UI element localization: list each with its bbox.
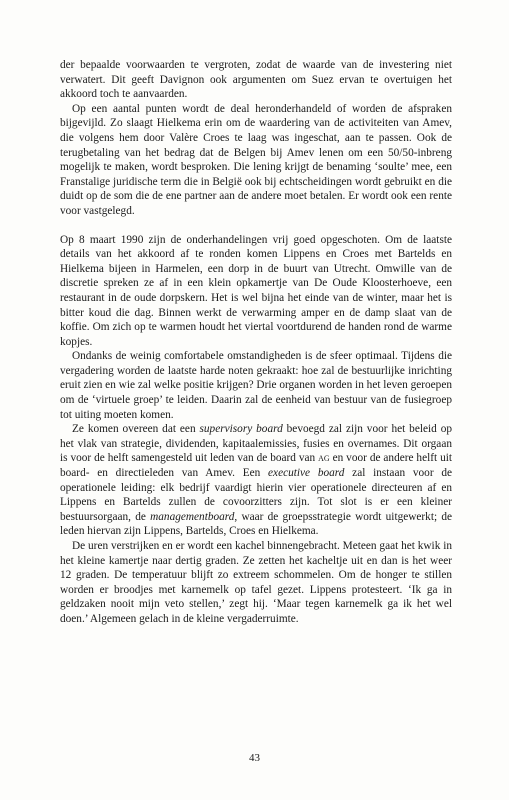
emphasis-term: executive board [268, 467, 345, 480]
paragraph [60, 233, 452, 350]
text-run: Ondanks de weinig comfortabele omstandigheden is de sfeer optimaal. Tijdens die vergadering worden de laatste harde noten gekraakt: hoe zal de bestuurlijke inrichting eruit zien en wie zal welke positie krijgen? Drie organen worden in het leven geroepen om de ‘virtuele groep’ te leiden. Daarin zal de eenheid van bestuur van de fusiegroep tot uiting moeten komen. [60, 350, 452, 421]
page-number: 43 [249, 752, 260, 764]
paragraph [60, 539, 452, 627]
text-run: Ze komen overeen dat een [72, 423, 200, 436]
text-run: , waar de groepsstrategie wordt uitgewerkt; de leden hiervan zijn Lippens, Bartelds, Croes en Hielkema. [60, 510, 452, 538]
emphasis-term: supervisory board [199, 423, 283, 436]
text-run: Op een aantal punten wordt de deal heronderhandeld of worden de afspraken bijgevijld. Zo slaagt Hielkema erin om de waardering van de activiteiten van Amev, die volgens hem door Valère Croes te laag was ingeschat, aan te passen. Ook de terugbetaling van het bedrag dat de Belgen bij Amev lenen om een 50/50-inbreng mogelijk te maken, wordt besproken. Die lening krijgt de benaming ‘soulte’ mee, een Franstalige juridische term die in België ook bij echtscheidingen wordt gebruikt en die duidt op de som die de ene partner aan de andere moet betalen. Er wordt ook een rente voor vastgelegd. [60, 102, 452, 217]
body-text [60, 58, 452, 627]
text-run: zal instaan voor de operationele leiding: elk bedrijf vaardigt hierin vier operationele directeuren af en Lippens en Bartelds zullen de covoorzitters zijn. Tot slot is er een kleiner bestuursorgaan, de [60, 467, 453, 523]
text-run: bevoegd zal zijn voor het beleid op het vlak van strategie, dividenden, kapitaalemissies, fusies en overnames. Dit orgaan is voor de helft samengesteld uit leden van de board van [60, 423, 452, 465]
text-run: Op 8 maart 1990 zijn de onderhandelingen vrij goed opgeschoten. Om de laatste details van het akkoord af te ronden komen Lippens en Croes met Bartelds en Hielkema bijeen in Harmelen, een dorp in de buurt van Utrecht. Omwille van de discretie spreken ze af in een klein opkamertje van De Oude Kloosterhoeve, een restaurant in de oude dorpskern. Het is wel bijna het einde van de winter, maar het is bitter koud die dag. Binnen werkt de verwarming amper en de damp slaat van de koffie. Om zich op te warmen houdt het viertal voortdurend de handen rond de warme kopjes. [60, 233, 452, 348]
paragraph [60, 102, 452, 219]
paragraph [60, 58, 452, 102]
text-run: der bepaalde voorwaarden te vergroten, zodat de waarde van de investering niet verwatert. Dit geeft Davignon ook argumenten om Suez ervan te overtuigen het akkoord toch te aanvaarden. [60, 59, 452, 101]
text-run: en voor de andere helft uit board- en directieleden van Amev. Een [60, 452, 452, 480]
paragraph [60, 349, 452, 422]
text-run: De uren verstrijken en er wordt een kachel binnengebracht. Meteen gaat het kwik in het kleine kamertje naar dertig graden. Ze zetten het kacheltje uit en dan is het weer 12 graden. De temperatuur blijft zo extreem schommelen. Om de honger te stillen worden er broodjes met karnemelk op tafel gezet. Lippens protesteert. ‘Ik ga in geldzaken nooit mijn veto stellen,’ zegt hij. ‘Maar tegen karnemelk ga ik het wel doen.’ Algemeen gelach in de kleine vergaderruimte. [60, 540, 452, 625]
paragraph [60, 422, 452, 539]
emphasis-term: managementboard [150, 510, 235, 523]
small-caps-term: ag [318, 452, 330, 465]
